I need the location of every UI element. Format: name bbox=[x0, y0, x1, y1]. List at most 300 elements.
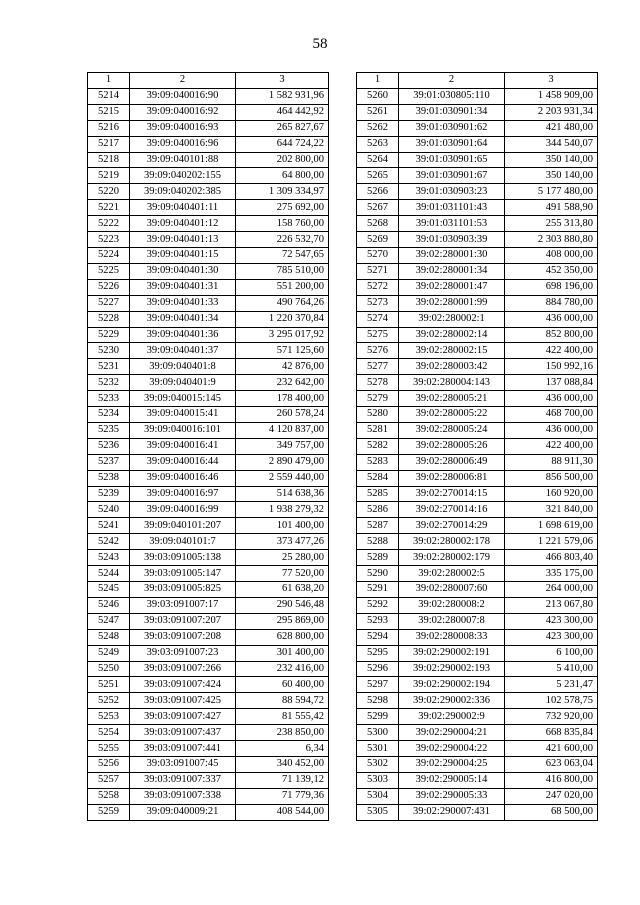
row-index-cell: 5301 bbox=[357, 741, 399, 757]
value-cell: 436 000,00 bbox=[505, 391, 598, 407]
table-row bbox=[88, 550, 329, 566]
value-cell: 452 350,00 bbox=[505, 263, 598, 279]
row-index-cell: 5242 bbox=[88, 534, 130, 550]
table-row bbox=[88, 741, 329, 757]
cadastral-number-cell: 39:09:040401:30 bbox=[130, 263, 236, 279]
value-cell: 644 724,22 bbox=[236, 136, 329, 152]
table-row bbox=[357, 88, 598, 104]
value-cell: 247 020,00 bbox=[505, 788, 598, 804]
cadastral-number-cell: 39:09:040015:145 bbox=[130, 391, 236, 407]
value-cell: 178 400,00 bbox=[236, 391, 329, 407]
value-cell: 81 555,42 bbox=[236, 709, 329, 725]
cadastral-number-cell: 39:09:040016:92 bbox=[130, 104, 236, 120]
row-index-cell: 5220 bbox=[88, 184, 130, 200]
row-index-cell: 5214 bbox=[88, 88, 130, 104]
cadastral-number-cell: 39:01:030901:62 bbox=[399, 120, 505, 136]
table-row bbox=[357, 756, 598, 772]
cadastral-number-cell: 39:09:040101:7 bbox=[130, 534, 236, 550]
cadastral-table-left bbox=[87, 72, 329, 821]
row-index-cell: 5226 bbox=[88, 279, 130, 295]
table-row bbox=[88, 645, 329, 661]
row-index-cell: 5287 bbox=[357, 518, 399, 534]
row-index-cell: 5229 bbox=[88, 327, 130, 343]
row-index-cell: 5267 bbox=[357, 200, 399, 216]
row-index-cell: 5304 bbox=[357, 788, 399, 804]
table-row bbox=[88, 200, 329, 216]
value-cell: 2 303 880,80 bbox=[505, 232, 598, 248]
cadastral-number-cell: 39:09:040016:97 bbox=[130, 486, 236, 502]
cadastral-number-cell: 39:09:040401:8 bbox=[130, 359, 236, 375]
table-row bbox=[88, 566, 329, 582]
row-index-cell: 5277 bbox=[357, 359, 399, 375]
cadastral-number-cell: 39:02:280005:24 bbox=[399, 422, 505, 438]
table-row bbox=[88, 184, 329, 200]
cadastral-number-cell: 39:09:040401:31 bbox=[130, 279, 236, 295]
row-index-cell: 5251 bbox=[88, 677, 130, 693]
row-index-cell: 5266 bbox=[357, 184, 399, 200]
cadastral-number-cell: 39:09:040016:44 bbox=[130, 454, 236, 470]
table-row bbox=[357, 438, 598, 454]
cadastral-number-cell: 39:03:091007:337 bbox=[130, 772, 236, 788]
value-cell: 698 196,00 bbox=[505, 279, 598, 295]
table-row bbox=[88, 120, 329, 136]
value-cell: 408 544,00 bbox=[236, 804, 329, 820]
table-row bbox=[88, 311, 329, 327]
table-row bbox=[357, 582, 598, 598]
cadastral-number-cell: 39:02:280001:34 bbox=[399, 263, 505, 279]
row-index-cell: 5240 bbox=[88, 502, 130, 518]
cadastral-number-cell: 39:09:040016:90 bbox=[130, 88, 236, 104]
row-index-cell: 5249 bbox=[88, 645, 130, 661]
table-row bbox=[357, 725, 598, 741]
row-index-cell: 5296 bbox=[357, 661, 399, 677]
table-row bbox=[88, 88, 329, 104]
value-cell: 71 139,12 bbox=[236, 772, 329, 788]
value-cell: 202 800,00 bbox=[236, 152, 329, 168]
row-index-cell: 5302 bbox=[357, 756, 399, 772]
table-row bbox=[357, 216, 598, 232]
cadastral-number-cell: 39:02:290002:336 bbox=[399, 693, 505, 709]
row-index-cell: 5256 bbox=[88, 756, 130, 772]
cadastral-number-cell: 39:09:040401:33 bbox=[130, 295, 236, 311]
cadastral-number-cell: 39:03:091007:45 bbox=[130, 756, 236, 772]
table-row bbox=[88, 788, 329, 804]
row-index-cell: 5243 bbox=[88, 550, 130, 566]
row-index-cell: 5295 bbox=[357, 645, 399, 661]
value-cell: 321 840,00 bbox=[505, 502, 598, 518]
table-row bbox=[88, 279, 329, 295]
column-header-cadastral-number: 2 bbox=[399, 73, 505, 89]
value-cell: 1 458 909,00 bbox=[505, 88, 598, 104]
value-cell: 466 803,40 bbox=[505, 550, 598, 566]
table-row bbox=[88, 438, 329, 454]
column-header-value: 3 bbox=[236, 73, 329, 89]
cadastral-number-cell: 39:02:280005:26 bbox=[399, 438, 505, 454]
cadastral-number-cell: 39:02:290004:21 bbox=[399, 725, 505, 741]
cadastral-number-cell: 39:09:040401:9 bbox=[130, 375, 236, 391]
table-row bbox=[357, 232, 598, 248]
cadastral-number-cell: 39:02:290005:14 bbox=[399, 772, 505, 788]
row-index-cell: 5245 bbox=[88, 582, 130, 598]
cadastral-number-cell: 39:02:280005:21 bbox=[399, 391, 505, 407]
cadastral-number-cell: 39:02:280002:14 bbox=[399, 327, 505, 343]
row-index-cell: 5286 bbox=[357, 502, 399, 518]
value-cell: 6 100,00 bbox=[505, 645, 598, 661]
table-row bbox=[357, 772, 598, 788]
row-index-cell: 5288 bbox=[357, 534, 399, 550]
cadastral-number-cell: 39:01:031101:43 bbox=[399, 200, 505, 216]
cadastral-number-cell: 39:02:280002:178 bbox=[399, 534, 505, 550]
row-index-cell: 5231 bbox=[88, 359, 130, 375]
row-index-cell: 5219 bbox=[88, 168, 130, 184]
value-cell: 423 300,00 bbox=[505, 629, 598, 645]
value-cell: 102 578,75 bbox=[505, 693, 598, 709]
value-cell: 5 410,00 bbox=[505, 661, 598, 677]
table-row bbox=[357, 375, 598, 391]
cadastral-number-cell: 39:03:091007:23 bbox=[130, 645, 236, 661]
table-row bbox=[88, 582, 329, 598]
table-row bbox=[88, 629, 329, 645]
table-row bbox=[357, 613, 598, 629]
cadastral-number-cell: 39:03:091007:266 bbox=[130, 661, 236, 677]
row-index-cell: 5250 bbox=[88, 661, 130, 677]
cadastral-number-cell: 39:01:031101:53 bbox=[399, 216, 505, 232]
row-index-cell: 5291 bbox=[357, 582, 399, 598]
row-index-cell: 5298 bbox=[357, 693, 399, 709]
table-row bbox=[357, 168, 598, 184]
row-index-cell: 5260 bbox=[357, 88, 399, 104]
value-cell: 423 300,00 bbox=[505, 613, 598, 629]
cadastral-number-cell: 39:02:280002:1 bbox=[399, 311, 505, 327]
value-cell: 64 800,00 bbox=[236, 168, 329, 184]
table-row bbox=[357, 152, 598, 168]
cadastral-number-cell: 39:03:091005:825 bbox=[130, 582, 236, 598]
table-header-row bbox=[88, 73, 329, 89]
value-cell: 290 546,48 bbox=[236, 597, 329, 613]
column-header-index: 1 bbox=[357, 73, 399, 89]
row-index-cell: 5236 bbox=[88, 438, 130, 454]
value-cell: 436 000,00 bbox=[505, 311, 598, 327]
value-cell: 60 400,00 bbox=[236, 677, 329, 693]
cadastral-number-cell: 39:09:040016:46 bbox=[130, 470, 236, 486]
row-index-cell: 5224 bbox=[88, 247, 130, 263]
row-index-cell: 5246 bbox=[88, 597, 130, 613]
cadastral-number-cell: 39:03:091007:207 bbox=[130, 613, 236, 629]
table-row bbox=[357, 104, 598, 120]
value-cell: 61 638,20 bbox=[236, 582, 329, 598]
table-row bbox=[357, 263, 598, 279]
value-cell: 42 876,00 bbox=[236, 359, 329, 375]
value-cell: 226 532,70 bbox=[236, 232, 329, 248]
cadastral-number-cell: 39:02:280002:15 bbox=[399, 343, 505, 359]
table-row bbox=[88, 502, 329, 518]
row-index-cell: 5294 bbox=[357, 629, 399, 645]
table-row bbox=[88, 422, 329, 438]
table-row bbox=[357, 295, 598, 311]
value-cell: 232 642,00 bbox=[236, 375, 329, 391]
cadastral-number-cell: 39:09:040401:15 bbox=[130, 247, 236, 263]
table-row bbox=[88, 804, 329, 820]
cadastral-number-cell: 39:01:030901:67 bbox=[399, 168, 505, 184]
cadastral-number-cell: 39:03:091007:17 bbox=[130, 597, 236, 613]
table-row bbox=[88, 534, 329, 550]
cadastral-number-cell: 39:03:091007:424 bbox=[130, 677, 236, 693]
value-cell: 852 800,00 bbox=[505, 327, 598, 343]
cadastral-number-cell: 39:02:290005:33 bbox=[399, 788, 505, 804]
cadastral-number-cell: 39:02:280005:22 bbox=[399, 407, 505, 423]
cadastral-number-cell: 39:09:040401:13 bbox=[130, 232, 236, 248]
value-cell: 5 231,47 bbox=[505, 677, 598, 693]
table-row bbox=[357, 550, 598, 566]
value-cell: 732 920,00 bbox=[505, 709, 598, 725]
cadastral-number-cell: 39:01:030901:34 bbox=[399, 104, 505, 120]
table-row bbox=[88, 343, 329, 359]
table-row bbox=[357, 741, 598, 757]
row-index-cell: 5255 bbox=[88, 741, 130, 757]
row-index-cell: 5228 bbox=[88, 311, 130, 327]
value-cell: 71 779,36 bbox=[236, 788, 329, 804]
cadastral-number-cell: 39:01:030805:110 bbox=[399, 88, 505, 104]
value-cell: 88 594,72 bbox=[236, 693, 329, 709]
value-cell: 628 800,00 bbox=[236, 629, 329, 645]
value-cell: 416 800,00 bbox=[505, 772, 598, 788]
row-index-cell: 5279 bbox=[357, 391, 399, 407]
row-index-cell: 5232 bbox=[88, 375, 130, 391]
cadastral-number-cell: 39:02:270014:16 bbox=[399, 502, 505, 518]
row-index-cell: 5265 bbox=[357, 168, 399, 184]
table-row bbox=[357, 693, 598, 709]
value-cell: 464 442,92 bbox=[236, 104, 329, 120]
row-index-cell: 5230 bbox=[88, 343, 130, 359]
row-index-cell: 5281 bbox=[357, 422, 399, 438]
cadastral-number-cell: 39:02:280004:143 bbox=[399, 375, 505, 391]
row-index-cell: 5216 bbox=[88, 120, 130, 136]
row-index-cell: 5264 bbox=[357, 152, 399, 168]
value-cell: 571 125,60 bbox=[236, 343, 329, 359]
table-row bbox=[357, 327, 598, 343]
value-cell: 1 309 334,97 bbox=[236, 184, 329, 200]
value-cell: 265 827,67 bbox=[236, 120, 329, 136]
cadastral-number-cell: 39:02:280001:99 bbox=[399, 295, 505, 311]
table-row bbox=[357, 120, 598, 136]
table-row bbox=[88, 232, 329, 248]
page-number: 58 bbox=[312, 36, 328, 52]
cadastral-number-cell: 39:09:040009:21 bbox=[130, 804, 236, 820]
row-index-cell: 5218 bbox=[88, 152, 130, 168]
value-cell: 350 140,00 bbox=[505, 152, 598, 168]
cadastral-number-cell: 39:02:280001:47 bbox=[399, 279, 505, 295]
row-index-cell: 5269 bbox=[357, 232, 399, 248]
row-index-cell: 5270 bbox=[357, 247, 399, 263]
table-row bbox=[357, 518, 598, 534]
table-row bbox=[88, 216, 329, 232]
row-index-cell: 5241 bbox=[88, 518, 130, 534]
value-cell: 295 869,00 bbox=[236, 613, 329, 629]
row-index-cell: 5300 bbox=[357, 725, 399, 741]
cadastral-number-cell: 39:02:280008:33 bbox=[399, 629, 505, 645]
row-index-cell: 5290 bbox=[357, 566, 399, 582]
row-index-cell: 5244 bbox=[88, 566, 130, 582]
row-index-cell: 5262 bbox=[357, 120, 399, 136]
row-index-cell: 5258 bbox=[88, 788, 130, 804]
value-cell: 301 400,00 bbox=[236, 645, 329, 661]
cadastral-number-cell: 39:09:040101:207 bbox=[130, 518, 236, 534]
row-index-cell: 5284 bbox=[357, 470, 399, 486]
row-index-cell: 5247 bbox=[88, 613, 130, 629]
table-row bbox=[357, 645, 598, 661]
table-row bbox=[357, 184, 598, 200]
cadastral-number-cell: 39:02:290004:22 bbox=[399, 741, 505, 757]
cadastral-number-cell: 39:02:270014:29 bbox=[399, 518, 505, 534]
cadastral-number-cell: 39:09:040016:99 bbox=[130, 502, 236, 518]
table-row bbox=[357, 629, 598, 645]
cadastral-number-cell: 39:02:290002:9 bbox=[399, 709, 505, 725]
table-row bbox=[357, 136, 598, 152]
table-row bbox=[357, 709, 598, 725]
row-index-cell: 5285 bbox=[357, 486, 399, 502]
row-index-cell: 5278 bbox=[357, 375, 399, 391]
row-index-cell: 5257 bbox=[88, 772, 130, 788]
cadastral-number-cell: 39:09:040016:41 bbox=[130, 438, 236, 454]
value-cell: 490 764,26 bbox=[236, 295, 329, 311]
row-index-cell: 5303 bbox=[357, 772, 399, 788]
row-index-cell: 5233 bbox=[88, 391, 130, 407]
value-cell: 335 175,00 bbox=[505, 566, 598, 582]
cadastral-number-cell: 39:03:091005:138 bbox=[130, 550, 236, 566]
row-index-cell: 5273 bbox=[357, 295, 399, 311]
cadastral-table-right bbox=[356, 72, 598, 821]
cadastral-number-cell: 39:02:270014:15 bbox=[399, 486, 505, 502]
table-row bbox=[357, 661, 598, 677]
cadastral-number-cell: 39:09:040016:101 bbox=[130, 422, 236, 438]
value-cell: 422 400,00 bbox=[505, 343, 598, 359]
cadastral-number-cell: 39:02:290002:191 bbox=[399, 645, 505, 661]
table-header-row bbox=[357, 73, 598, 89]
cadastral-number-cell: 39:02:290002:193 bbox=[399, 661, 505, 677]
value-cell: 213 067,80 bbox=[505, 597, 598, 613]
table-row bbox=[357, 597, 598, 613]
value-cell: 340 452,00 bbox=[236, 756, 329, 772]
value-cell: 1 220 370,84 bbox=[236, 311, 329, 327]
value-cell: 408 000,00 bbox=[505, 247, 598, 263]
row-index-cell: 5283 bbox=[357, 454, 399, 470]
table-row bbox=[88, 725, 329, 741]
table-row bbox=[357, 343, 598, 359]
cadastral-number-cell: 39:02:290007:431 bbox=[399, 804, 505, 820]
cadastral-number-cell: 39:03:091007:425 bbox=[130, 693, 236, 709]
row-index-cell: 5293 bbox=[357, 613, 399, 629]
value-cell: 491 588,90 bbox=[505, 200, 598, 216]
cadastral-number-cell: 39:09:040401:11 bbox=[130, 200, 236, 216]
table-row bbox=[357, 788, 598, 804]
cadastral-number-cell: 39:01:030903:39 bbox=[399, 232, 505, 248]
value-cell: 25 280,00 bbox=[236, 550, 329, 566]
value-cell: 160 920,00 bbox=[505, 486, 598, 502]
table-row bbox=[88, 613, 329, 629]
row-index-cell: 5268 bbox=[357, 216, 399, 232]
table-row bbox=[357, 454, 598, 470]
row-index-cell: 5292 bbox=[357, 597, 399, 613]
value-cell: 3 295 017,92 bbox=[236, 327, 329, 343]
column-header-cadastral-number: 2 bbox=[130, 73, 236, 89]
value-cell: 468 700,00 bbox=[505, 407, 598, 423]
table-row bbox=[88, 772, 329, 788]
cadastral-number-cell: 39:03:091007:427 bbox=[130, 709, 236, 725]
table-row bbox=[357, 486, 598, 502]
cadastral-number-cell: 39:09:040016:93 bbox=[130, 120, 236, 136]
cadastral-number-cell: 39:02:280002:5 bbox=[399, 566, 505, 582]
table-row bbox=[88, 391, 329, 407]
row-index-cell: 5282 bbox=[357, 438, 399, 454]
value-cell: 350 140,00 bbox=[505, 168, 598, 184]
value-cell: 275 692,00 bbox=[236, 200, 329, 216]
cadastral-number-cell: 39:02:280006:81 bbox=[399, 470, 505, 486]
row-index-cell: 5272 bbox=[357, 279, 399, 295]
table-row bbox=[357, 200, 598, 216]
row-index-cell: 5263 bbox=[357, 136, 399, 152]
value-cell: 1 698 619,00 bbox=[505, 518, 598, 534]
row-index-cell: 5261 bbox=[357, 104, 399, 120]
value-cell: 421 600,00 bbox=[505, 741, 598, 757]
table-row bbox=[88, 677, 329, 693]
table-row bbox=[88, 709, 329, 725]
table-row bbox=[357, 502, 598, 518]
value-cell: 856 500,00 bbox=[505, 470, 598, 486]
row-index-cell: 5248 bbox=[88, 629, 130, 645]
value-cell: 1 221 579,06 bbox=[505, 534, 598, 550]
value-cell: 422 400,00 bbox=[505, 438, 598, 454]
table-row bbox=[88, 407, 329, 423]
row-index-cell: 5239 bbox=[88, 486, 130, 502]
cadastral-number-cell: 39:03:091007:338 bbox=[130, 788, 236, 804]
value-cell: 6,34 bbox=[236, 741, 329, 757]
value-cell: 2 203 931,34 bbox=[505, 104, 598, 120]
cadastral-number-cell: 39:02:280007:60 bbox=[399, 582, 505, 598]
cadastral-number-cell: 39:09:040401:37 bbox=[130, 343, 236, 359]
cadastral-number-cell: 39:03:091007:437 bbox=[130, 725, 236, 741]
table-row bbox=[357, 311, 598, 327]
row-index-cell: 5237 bbox=[88, 454, 130, 470]
cadastral-number-cell: 39:03:091005:147 bbox=[130, 566, 236, 582]
value-cell: 1 938 279,32 bbox=[236, 502, 329, 518]
value-cell: 232 416,00 bbox=[236, 661, 329, 677]
value-cell: 2 890 479,00 bbox=[236, 454, 329, 470]
table-row bbox=[88, 152, 329, 168]
table-row bbox=[357, 407, 598, 423]
value-cell: 88 911,30 bbox=[505, 454, 598, 470]
value-cell: 158 760,00 bbox=[236, 216, 329, 232]
value-cell: 884 780,00 bbox=[505, 295, 598, 311]
value-cell: 785 510,00 bbox=[236, 263, 329, 279]
row-index-cell: 5297 bbox=[357, 677, 399, 693]
table-row bbox=[357, 677, 598, 693]
row-index-cell: 5254 bbox=[88, 725, 130, 741]
cadastral-number-cell: 39:02:290002:194 bbox=[399, 677, 505, 693]
value-cell: 514 638,36 bbox=[236, 486, 329, 502]
cadastral-number-cell: 39:01:030901:65 bbox=[399, 152, 505, 168]
table-row bbox=[357, 534, 598, 550]
row-index-cell: 5225 bbox=[88, 263, 130, 279]
row-index-cell: 5253 bbox=[88, 709, 130, 725]
table-row bbox=[88, 756, 329, 772]
row-index-cell: 5280 bbox=[357, 407, 399, 423]
cadastral-number-cell: 39:09:040401:34 bbox=[130, 311, 236, 327]
table-row bbox=[88, 104, 329, 120]
value-cell: 137 088,84 bbox=[505, 375, 598, 391]
cadastral-number-cell: 39:02:280007:8 bbox=[399, 613, 505, 629]
table-row bbox=[88, 661, 329, 677]
row-index-cell: 5234 bbox=[88, 407, 130, 423]
